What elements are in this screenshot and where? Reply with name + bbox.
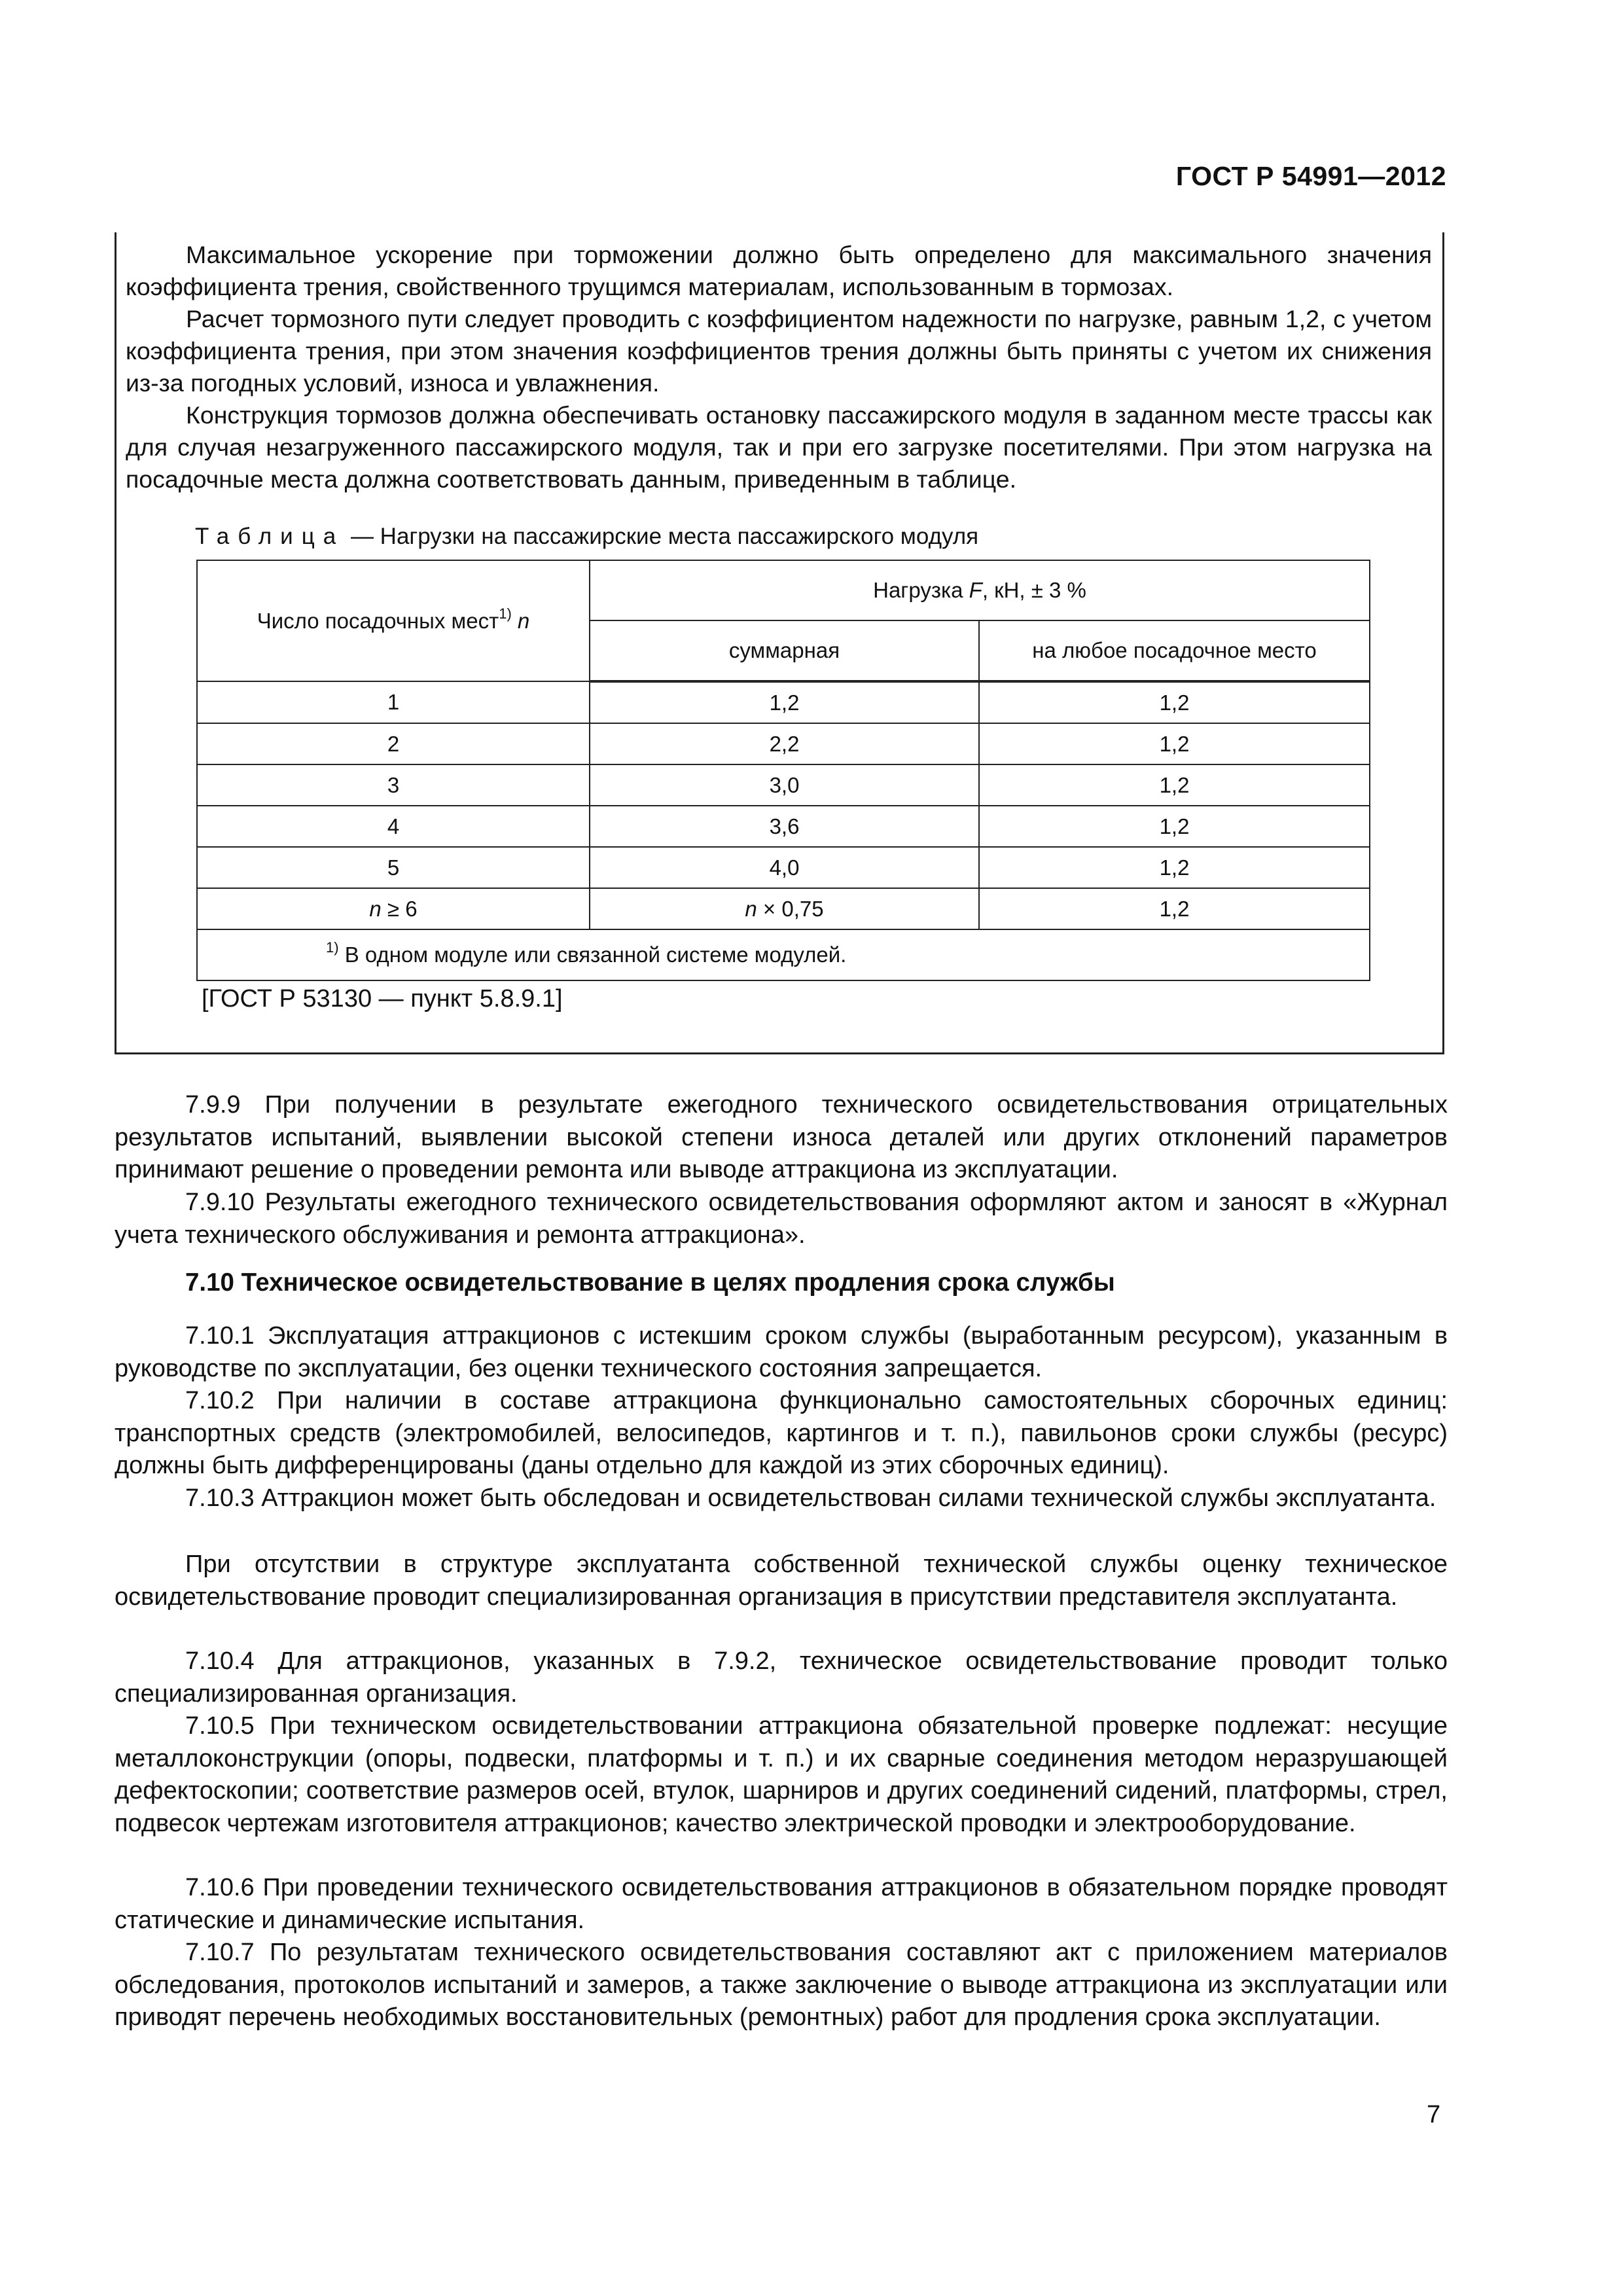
page-number: 7 — [1427, 2101, 1441, 2128]
cell-seat-count — [197, 888, 590, 929]
cell-seat-count: 1 — [197, 681, 590, 723]
table-row — [197, 888, 1370, 929]
paragraph-7-10-6: 7.10.6 При проведении технического освидетельствования аттракционов в обязательном порядке проводят статические и динамические испытания. — [115, 1874, 1448, 1934]
paragraph-7-10-2: 7.10.2 При наличии в составе аттракциона функционально самостоятельных сборочных единиц: транспортных средств (электромобилей, велосипедов, картингов и т. п.), павильонов сроки службы (ресурс) должны быть дифференцированы (даны отдельно для каждой из этих сборочных единиц). — [115, 1387, 1448, 1479]
cell-total-load: 1,2 — [590, 681, 979, 723]
cell-seat-count: 4 — [197, 806, 590, 847]
paragraph-7-10-7: 7.10.7 По результатам технического освидетельствования составляют акт с приложением материалов обследования, протоколов испытаний и замеров, а также заключение о выводе аттракциона из эксплуатации или приводят перечень необходимых восстановительных (ремонтных) работ для продления срока эксплуатации. — [115, 1939, 1448, 2031]
header-seat-count-label: Число посадочных мест — [257, 608, 499, 633]
header-load-prefix: Нагрузка — [873, 578, 969, 602]
paragraph-7-10-3-continued: При отсутствии в структуре эксплуатанта собственной технической службы оценку техническое освидетельствование проводит специализированная организация в присутствии представителя эксплуатанта. — [115, 1551, 1448, 1611]
footnote-text: В одном модуле или связанной системе модулей. — [338, 942, 847, 967]
header-seat-count — [197, 560, 590, 681]
cell-total-load: 3,6 — [590, 806, 979, 847]
document-code: ГОСТ Р 54991—2012 — [1175, 161, 1446, 191]
paragraph-7-10-3: 7.10.3 Аттракцион может быть обследован и освидетельствован силами технической службы эксплуатанта. — [185, 1484, 1436, 1512]
table-row — [197, 847, 1370, 888]
footnote-ref: 1) — [499, 605, 512, 622]
frame-paragraph-max-deceleration: Максимальное ускорение при торможении должно быть определено для максимального значения коэффициента трения, свойственного трущимся материалам, использованным в тормозах. — [126, 241, 1432, 300]
table-caption-label: Таблица — [195, 524, 345, 549]
table-row — [197, 764, 1370, 806]
source-citation: [ГОСТ Р 53130 — пункт 5.8.9.1] — [202, 985, 563, 1013]
paragraph-7-10-5: 7.10.5 При техническом освидетельствовании аттракциона обязательной проверке подлежат: несущие металлоконструкции (опоры, подвески, платформы и т. п.) и их сварные соединения методом неразрушающей дефектоскопии; соответствие размеров осей, втулок, шарниров и других соединений сидений, платформы, стрел, подвесок чертежам изготовителя аттракционов; качество электрической проводки и электрооборудование. — [115, 1712, 1448, 1837]
table-caption-text: — Нагрузки на пассажирские места пассажирского модуля — [344, 524, 979, 549]
cell-per-seat-load: 1,2 — [979, 764, 1370, 806]
cell-total-load: 3,0 — [590, 764, 979, 806]
paragraph-7-9-10: 7.9.10 Результаты ежегодного технического освидетельствования оформляют актом и заносят в «Журнал учета технического обслуживания и ремонта аттракциона». — [115, 1189, 1448, 1249]
cell-total-load: 4,0 — [590, 847, 979, 888]
table-row — [197, 723, 1370, 764]
frame-paragraph-braking-distance: Расчет тормозного пути следует проводить с коэффициентом надежности по нагрузке, равным 1,2, с учетом коэффициента трения, при этом значения коэффициентов трения должны быть приняты с учетом их снижения из-за погодных условий, износа и увлажнения. — [126, 305, 1432, 397]
table-footnote-row — [197, 929, 1370, 980]
cell-seat-count-var: n — [369, 896, 382, 921]
footnote-mark: 1) — [326, 939, 339, 956]
header-load-var: F — [969, 578, 982, 602]
table-header-row — [197, 560, 1370, 620]
header-per-seat: на любое посадочное место — [979, 620, 1370, 681]
cell-seat-count: 2 — [197, 723, 590, 764]
table-row — [197, 681, 1370, 723]
section-heading-7-10: 7.10 Техническое освидетельствование в целях продления срока службы — [185, 1268, 1115, 1297]
header-seat-count-var: n — [511, 608, 530, 633]
cell-total-load-var: n — [745, 896, 757, 921]
header-total: суммарная — [590, 620, 979, 681]
header-load — [590, 560, 1370, 620]
paragraph-7-10-4: 7.10.4 Для аттракционов, указанных в 7.9.2, техническое освидетельствование проводит только специализированная организация. — [115, 1647, 1448, 1708]
cell-total-load: 2,2 — [590, 723, 979, 764]
cell-per-seat-load: 1,2 — [979, 888, 1370, 929]
header-load-suffix: , кН, ± 3 % — [982, 578, 1086, 602]
frame-paragraph-brake-design: Конструкция тормозов должна обеспечивать остановку пассажирского модуля в заданном месте трассы как для случая незагруженного пассажирского модуля, так и при его загрузке посетителями. При этом нагрузка на посадочные места должна соответствовать данным, приведенным в таблице. — [126, 401, 1432, 493]
cell-seat-count: 3 — [197, 764, 590, 806]
cell-per-seat-load: 1,2 — [979, 847, 1370, 888]
table-footnote — [197, 929, 1370, 980]
cell-per-seat-load: 1,2 — [979, 723, 1370, 764]
seat-load-table — [196, 560, 1370, 981]
cell-per-seat-load: 1,2 — [979, 681, 1370, 723]
paragraph-7-10-1: 7.10.1 Эксплуатация аттракционов с истекшим сроком службы (выработанным ресурсом), указанным в руководстве по эксплуатации, без оценки технического состояния запрещается. — [115, 1322, 1448, 1382]
cell-per-seat-load: 1,2 — [979, 806, 1370, 847]
cell-seat-count: 5 — [197, 847, 590, 888]
table-caption — [195, 524, 978, 550]
table-row — [197, 806, 1370, 847]
paragraph-7-9-9: 7.9.9 При получении в результате ежегодного технического освидетельствования отрицательных результатов испытаний, выявлении высокой степени износа деталей или других отклонений параметров принимают решение о проведении ремонта или выводе аттракциона из эксплуатации. — [115, 1091, 1448, 1183]
cell-total-load-rest: × 0,75 — [757, 896, 824, 921]
cell-total-load — [590, 888, 979, 929]
quoted-requirement-frame — [115, 232, 1444, 1054]
cell-seat-count-rest: ≥ 6 — [381, 896, 418, 921]
